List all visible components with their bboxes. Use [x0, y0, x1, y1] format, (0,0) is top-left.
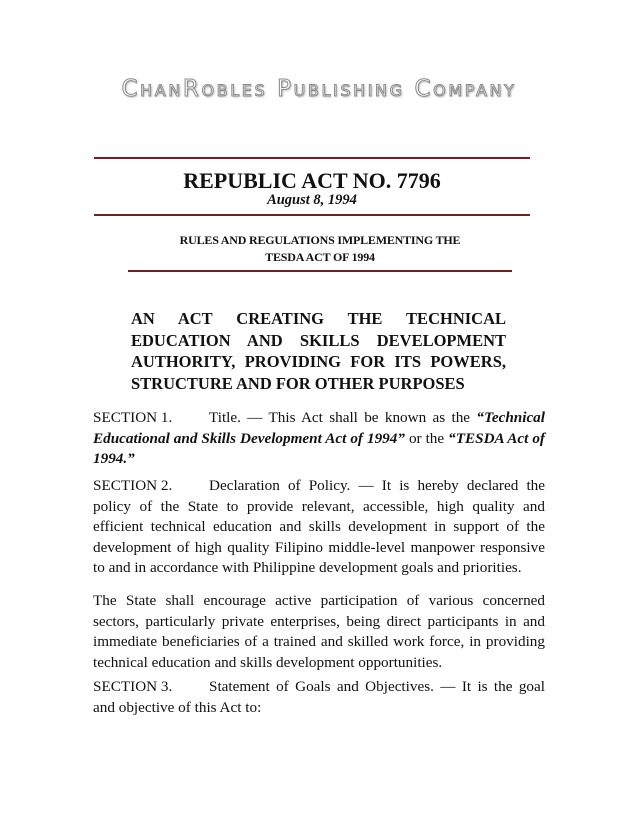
section-1-connector: or the — [404, 429, 449, 447]
act-number-title: REPUBLIC ACT NO. 7796 — [183, 168, 441, 193]
section-3-text: Statement of Goals and Objectives. — It is the goal and objective of this Act to: — [93, 678, 545, 716]
section-3-number: SECTION 3. — [93, 678, 173, 695]
irr-heading — [128, 232, 512, 266]
section-1-short-title: “Technical Educational and Skills Development Act of 1994” — [93, 409, 545, 447]
divider-bottom — [128, 270, 512, 272]
section-2-paragraph-2: The State shall encourage active participation of various concerned sectors, particularly private enterprises, being direct participants in and immediate beneficiaries of a trained and skilled work force, in providing technical education and skills development opportunities. — [93, 592, 545, 671]
section-2-number: SECTION 2. — [93, 477, 173, 494]
publisher-watermark: ChanRobles Publishing Company — [121, 76, 517, 102]
section-1-alt-title: “TESDA Act of 1994.” — [93, 429, 545, 467]
irr-heading-line2: TESDA ACT OF 1994 — [265, 250, 375, 264]
section-2-text: Declaration of Policy. — It is hereby declared the policy of the State to provide relevant, accessible, high quality and efficient technical education and skills development in support of the development of high quality Filipino middle-level manpower responsive to and in accordance with Philippine development goals and priorities. — [93, 477, 545, 576]
irr-heading-line1: RULES AND REGULATIONS IMPLEMENTING THE — [179, 233, 461, 247]
section-2 — [93, 476, 545, 579]
section-1-number: SECTION 1. — [93, 409, 173, 426]
section-1-text: Title. — This Act shall be known as the — [209, 409, 477, 426]
divider-middle — [94, 214, 530, 216]
section-1 — [93, 408, 545, 470]
divider-top — [94, 157, 530, 159]
act-long-title: AN ACT CREATING THE TECHNICAL EDUCATION AND SKILLS DEVELOPMENT AUTHORITY, PROVIDING FOR ITS POWERS, STRUCTURE AND FOR OTHER PURPOSES — [131, 309, 506, 393]
act-date: August 8, 1994 — [267, 192, 357, 208]
section-3 — [93, 677, 545, 718]
